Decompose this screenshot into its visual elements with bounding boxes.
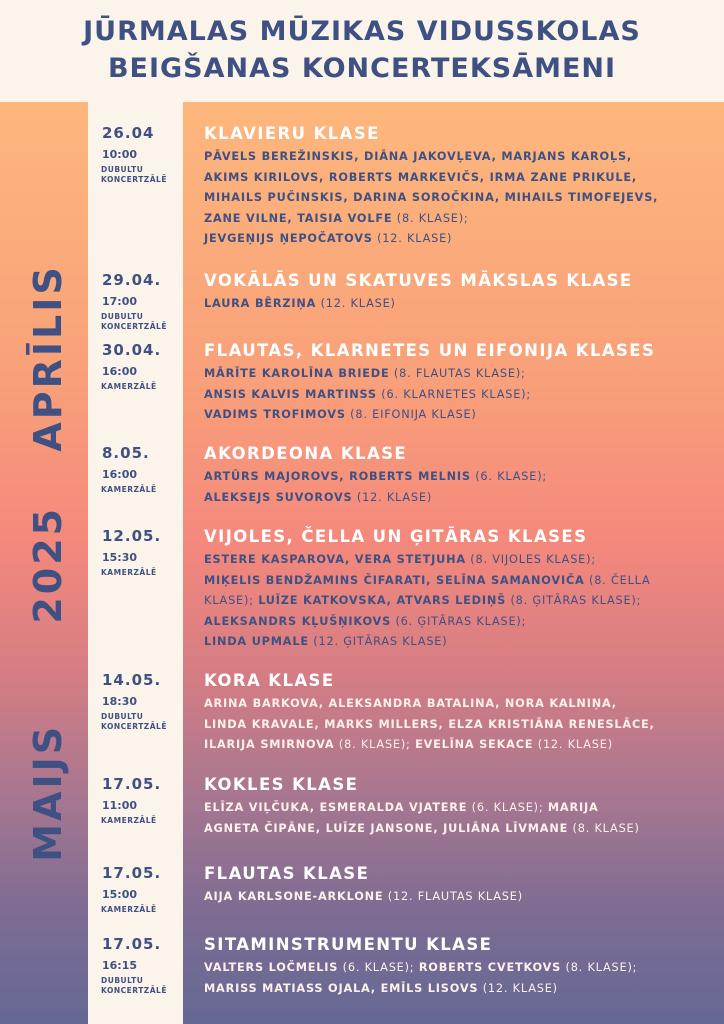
performer-names: MIĶELIS BENDŽAMINS ČIFARATI, SELĪNA SAMANOVIČA bbox=[204, 573, 585, 587]
event-date: 17.05. bbox=[102, 864, 162, 882]
class-note: (8. KLASE); bbox=[334, 738, 416, 751]
event-venue-line-2: KONCERTZĀLĒ bbox=[101, 322, 167, 331]
performer-names: JEVGEŅIJS ŅEPOČATOVS bbox=[204, 232, 373, 245]
class-note: (12. KLASE) bbox=[533, 738, 613, 751]
performer-line bbox=[204, 168, 714, 189]
page-title-line-1: JŪRMALAS MŪZIKAS VIDUSSKOLAS bbox=[83, 16, 641, 47]
event-time: 16:00 bbox=[102, 365, 138, 378]
event-venue: KAMERZĀLĒ bbox=[101, 905, 157, 914]
performer-line bbox=[204, 188, 714, 209]
event-venue: DUBULTU bbox=[101, 712, 144, 721]
class-note: (12. FLAUTAS KLASE) bbox=[383, 890, 523, 903]
event-time: 17:00 bbox=[102, 295, 138, 308]
event-time: 11:00 bbox=[102, 799, 138, 812]
side-label bbox=[26, 264, 70, 862]
performer-line bbox=[204, 229, 714, 250]
class-note: (8. KLASE); bbox=[561, 961, 638, 974]
class-note: (8. FLAUTAS KLASE); bbox=[389, 367, 526, 380]
performer-names: LINDA UPMALE bbox=[204, 635, 309, 648]
performer-names: MARIJA bbox=[547, 801, 599, 814]
event-venue: KAMERZĀLĒ bbox=[101, 568, 157, 577]
performer-line bbox=[204, 209, 714, 230]
performer-names: MARISS MATIASS OJALA, EMĪLS LISOVS bbox=[204, 981, 479, 995]
performer-line bbox=[204, 405, 714, 426]
performer-lines bbox=[204, 798, 714, 839]
performer-names: ZANE VILNE, TAISIA VOLFE bbox=[204, 211, 393, 225]
class-note: (6. KLASE); bbox=[470, 470, 548, 483]
event-time: 10:00 bbox=[102, 148, 138, 161]
header bbox=[0, 0, 724, 102]
performer-lines bbox=[204, 147, 714, 250]
event-venue-line-2: KONCERTZĀLĒ bbox=[101, 175, 167, 184]
performer-line bbox=[204, 591, 714, 612]
month-aprilis: APRĪLIS bbox=[26, 264, 70, 452]
class-title: FLAUTAS, KLARNETES UN EIFONIJA KLASES bbox=[204, 341, 656, 360]
performer-lines bbox=[204, 294, 714, 315]
class-title: FLAUTAS KLASE bbox=[204, 864, 370, 883]
event-date: 12.05. bbox=[102, 527, 162, 545]
class-title: VOKĀLĀS UN SKATUVES MĀKSLAS KLASE bbox=[204, 271, 633, 290]
performer-line bbox=[204, 632, 714, 653]
performer-names: VALTERS LOČMELIS bbox=[204, 961, 339, 974]
performer-line bbox=[204, 979, 714, 1000]
class-title: VIJOLES, ČELLA UN ĢITĀRAS KLASES bbox=[204, 527, 588, 546]
class-note: (8. EIFONIJA KLASE) bbox=[345, 408, 477, 421]
year-label: 2025 bbox=[26, 505, 70, 624]
performer-names: PĀVELS BEREŽINSKIS, DIĀNA JAKOVĻEVA, MARJANS KAROĻS, bbox=[204, 150, 632, 163]
event-venue: DUBULTU bbox=[101, 165, 144, 174]
performer-lines bbox=[204, 694, 714, 756]
performer-names: LINDA KRAVALE, MARKS MILLERS, ELZA KRISTIĀNA RENESLĀCE, bbox=[204, 717, 655, 731]
class-title: SITAMINSTRUMENTU KLASE bbox=[204, 935, 493, 954]
performer-names: ROBERTS CVETKOVS bbox=[418, 961, 562, 974]
event-venue: KAMERZĀLĒ bbox=[101, 485, 157, 494]
performer-names: AKIMS KIRILOVS, ROBERTS MARKEVIČS, IRMA ZANE PRIKULE, bbox=[204, 170, 638, 184]
performer-lines bbox=[204, 364, 714, 426]
event-date: 14.05. bbox=[102, 671, 162, 689]
class-title: KLAVIERU KLASE bbox=[204, 124, 380, 143]
class-title: KORA KLASE bbox=[204, 671, 335, 690]
event-venue: KAMERZĀLĒ bbox=[101, 382, 157, 391]
performer-lines bbox=[204, 467, 714, 508]
performer-line bbox=[204, 819, 714, 840]
performer-names: ALEKSANDRS KĻUŠŅIKOVS bbox=[204, 614, 392, 628]
event-date: 17.05. bbox=[102, 775, 162, 793]
page-title-line-2: BEIGŠANAS KONCERTEKSĀMENI bbox=[107, 53, 617, 84]
performer-line bbox=[204, 887, 714, 908]
event-venue-line-2: KONCERTZĀLĒ bbox=[101, 722, 167, 731]
event-date: 17.05. bbox=[102, 935, 162, 953]
class-title: AKORDEONA KLASE bbox=[204, 444, 408, 463]
performer-line bbox=[204, 550, 714, 571]
class-note: (6. ĢITĀRAS KLASE); bbox=[391, 614, 527, 628]
event-date: 29.04. bbox=[102, 271, 162, 289]
performer-line bbox=[204, 294, 714, 315]
performer-names: VADIMS TROFIMOVS bbox=[204, 408, 346, 421]
performer-names: ARINA BARKOVA, ALEKSANDRA BATALINA, NORA KALNIŅA, bbox=[204, 697, 617, 710]
class-title: KOKLES KLASE bbox=[204, 775, 359, 794]
class-note: (6. KLARNETES KLASE); bbox=[376, 387, 531, 401]
event-time: 18:30 bbox=[102, 695, 138, 708]
event-venue: DUBULTU bbox=[101, 312, 144, 321]
performer-names: MIHAILS PUČINSKIS, DARINA SOROČKINA, MIHAILS TIMOFEJEVS, bbox=[204, 191, 659, 204]
event-venue: KAMERZĀLĒ bbox=[101, 816, 157, 825]
performer-line bbox=[204, 364, 714, 385]
event-date: 30.04. bbox=[102, 341, 162, 359]
class-note: (12. KLASE) bbox=[372, 232, 453, 245]
class-note: (12. KLASE) bbox=[352, 490, 433, 504]
performer-line bbox=[204, 612, 714, 633]
class-note: (12. ĢITĀRAS KLASE) bbox=[308, 635, 448, 648]
performer-names: ELĪZA VIĻČUKA, ESMERALDA VJATERE bbox=[204, 801, 468, 814]
event-venue-line-2: KONCERTZĀLĒ bbox=[101, 986, 167, 995]
performer-lines bbox=[204, 550, 714, 653]
performer-line bbox=[204, 488, 714, 509]
class-note: KLASE); bbox=[204, 594, 259, 607]
performer-names: AGNETA ČIPĀNE, LUĪZE JANSONE, JULIĀNA LĪVMANE bbox=[204, 821, 569, 835]
performer-names: ALEKSEJS SUVOROVS bbox=[204, 490, 353, 504]
performer-line bbox=[204, 735, 714, 756]
event-venue: DUBULTU bbox=[101, 976, 144, 985]
performer-lines bbox=[204, 958, 714, 999]
event-time: 15:00 bbox=[102, 888, 138, 901]
performer-names: ANSIS KALVIS MARTINSS bbox=[204, 387, 377, 401]
performer-line bbox=[204, 385, 714, 406]
performer-line bbox=[204, 715, 714, 736]
event-time: 16:00 bbox=[102, 468, 138, 481]
class-note: (8. KLASE) bbox=[568, 821, 640, 835]
event-time: 16:15 bbox=[102, 959, 138, 972]
performer-line bbox=[204, 798, 714, 819]
month-maijs: MAIJS bbox=[26, 723, 70, 862]
performer-names: ARTŪRS MAJOROVS, ROBERTS MELNIS bbox=[204, 470, 471, 483]
event-time: 15:30 bbox=[102, 551, 138, 564]
performer-names: EVELĪNA SEKACE bbox=[415, 738, 534, 751]
performer-lines bbox=[204, 887, 714, 908]
performer-line bbox=[204, 694, 714, 715]
performer-names: ESTERE KASPAROVA, VERA STETJUHA bbox=[204, 553, 466, 566]
class-note: (6. KLASE); bbox=[467, 801, 548, 814]
performer-names: LAURA BĒRZIŅA bbox=[204, 297, 317, 310]
performer-names: AIJA KARLSONE-ARKLONE bbox=[204, 890, 384, 903]
performer-names: MĀRĪTE KAROLĪNA BRIEDE bbox=[204, 367, 390, 380]
class-note: (12. KLASE) bbox=[316, 297, 396, 310]
class-note: (6. KLASE); bbox=[338, 961, 419, 974]
class-note: (8. ĢITĀRAS KLASE); bbox=[506, 594, 642, 607]
performer-line bbox=[204, 467, 714, 488]
performer-names: LUĪZE KATKOVSKA, ATVARS LEDIŅŠ bbox=[258, 594, 507, 607]
class-note: (8. KLASE); bbox=[392, 211, 469, 225]
performer-line bbox=[204, 147, 714, 168]
class-note: (12. KLASE) bbox=[478, 981, 558, 995]
performer-names: ILARIJA SMIRNOVA bbox=[204, 738, 335, 751]
performer-line bbox=[204, 571, 714, 592]
event-date: 8.05. bbox=[102, 444, 150, 462]
performer-line bbox=[204, 958, 714, 979]
class-note: (8. ČELLA bbox=[584, 573, 651, 587]
event-date: 26.04 bbox=[102, 124, 155, 142]
class-note: (8. VIJOLES KLASE); bbox=[465, 553, 596, 566]
